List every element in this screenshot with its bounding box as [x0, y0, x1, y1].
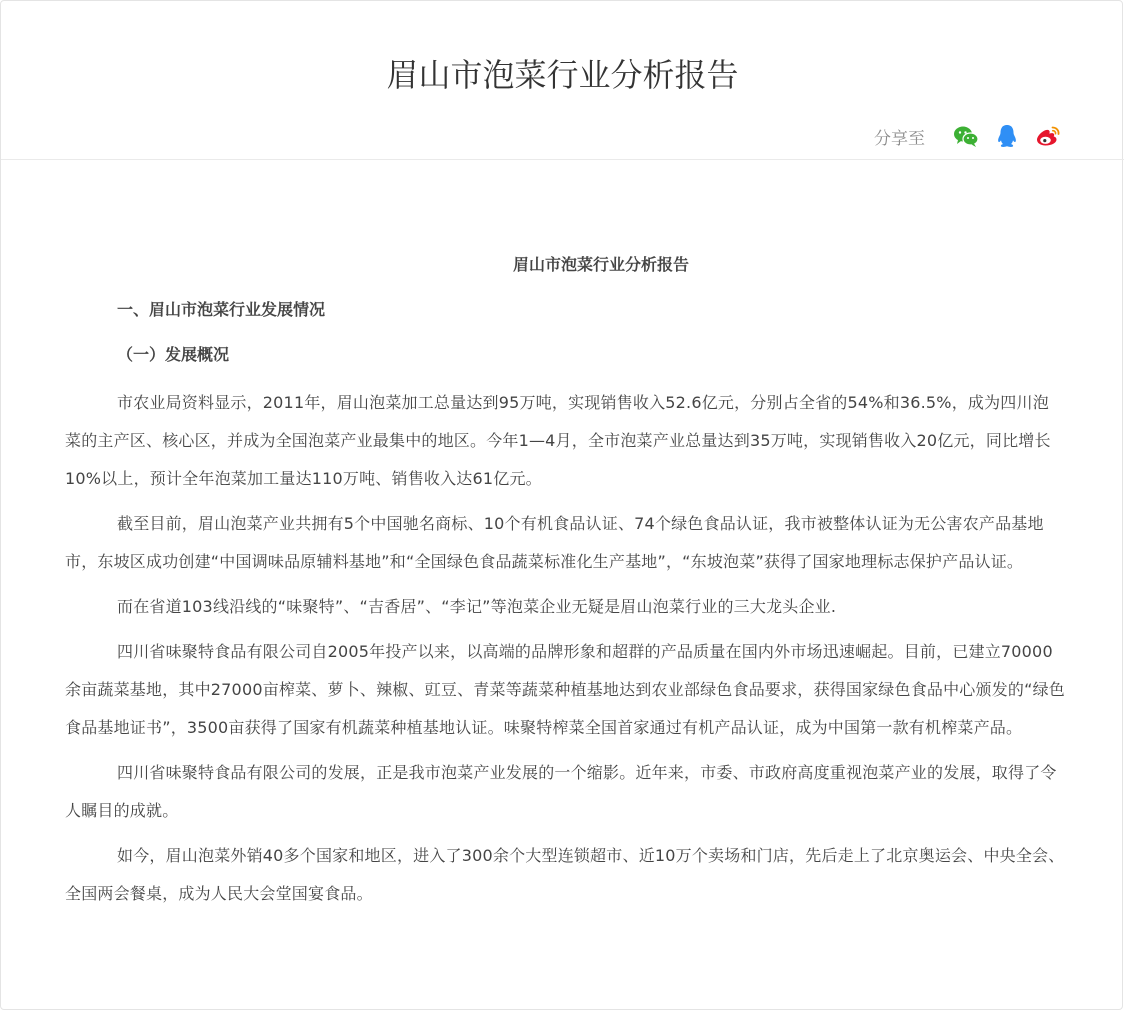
paragraph: 四川省味聚特食品有限公司的发展，正是我市泡菜产业发展的一个缩影。近年来，市委、市政府高度重视泡菜产业的发展，取得了令人瞩目的成就。	[65, 763, 1057, 820]
article-title: 眉山市泡菜行业分析报告	[512, 255, 689, 274]
page-title: 眉山市泡菜行业分析报告	[386, 56, 739, 94]
share-label: 分享至	[874, 128, 925, 149]
subsection-heading: （一）发展概况	[117, 345, 230, 364]
paragraph: 截至目前，眉山泡菜产业共拥有5个中国驰名商标、10个有机食品认证、74个绿色食品认证，我市被整体认证为无公害农产品基地市，东坡区成功创建“中国调味品原辅料基地”和“全国绿色食品蔬菜标准化生产基地”，“东坡泡菜”获得了国家地理标志保护产品认证。	[65, 514, 1044, 571]
paragraph: 如今，眉山泡菜外销40多个国家和地区，进入了300余个大型连锁超市、近10万个卖场和门店，先后走上了北京奥运会、中央全会、全国两会餐桌，成为人民大会堂国宴食品。	[65, 846, 1065, 903]
weibo-icon[interactable]	[1034, 122, 1062, 150]
paragraph: 市农业局资料显示，2011年，眉山泡菜加工总量达到95万吨，实现销售收入52.6亿元，分别占全省的54%和36.5%，成为四川泡菜的主产区、核心区，并成为全国泡菜产业最集中的地区。今年1—4月，全市泡菜产业总量达到35万吨，实现销售收入20亿元，同比增长10%以上，预计全年泡菜加工量达110万吨、销售收入达61亿元。	[65, 393, 1051, 488]
section-heading: 一、眉山市泡菜行业发展情况	[117, 300, 326, 319]
article-body	[65, 249, 1065, 920]
paragraph: 四川省味聚特食品有限公司自2005年投产以来，以高端的品牌形象和超群的产品质量在国内外市场迅速崛起。目前，已建立70000余亩蔬菜基地，其中27000亩榨菜、萝卜、辣椒、豇豆、青菜等蔬菜种植基地达到农业部绿色食品要求，获得国家绿色食品中心颁发的“绿色食品基地证书”，3500亩获得了国家有机蔬菜种植基地认证。味聚特榨菜全国首家通过有机产品认证，成为中国第一款有机榨菜产品。	[65, 642, 1065, 737]
wechat-icon[interactable]	[952, 122, 980, 150]
share-bar	[874, 121, 1062, 151]
article-header	[1, 1, 1124, 160]
qq-icon[interactable]	[993, 122, 1021, 150]
paragraph: 而在省道103线沿线的“味聚特”、“吉香居”、“李记”等泡菜企业无疑是眉山泡菜行业的三大龙头企业.	[117, 597, 837, 616]
